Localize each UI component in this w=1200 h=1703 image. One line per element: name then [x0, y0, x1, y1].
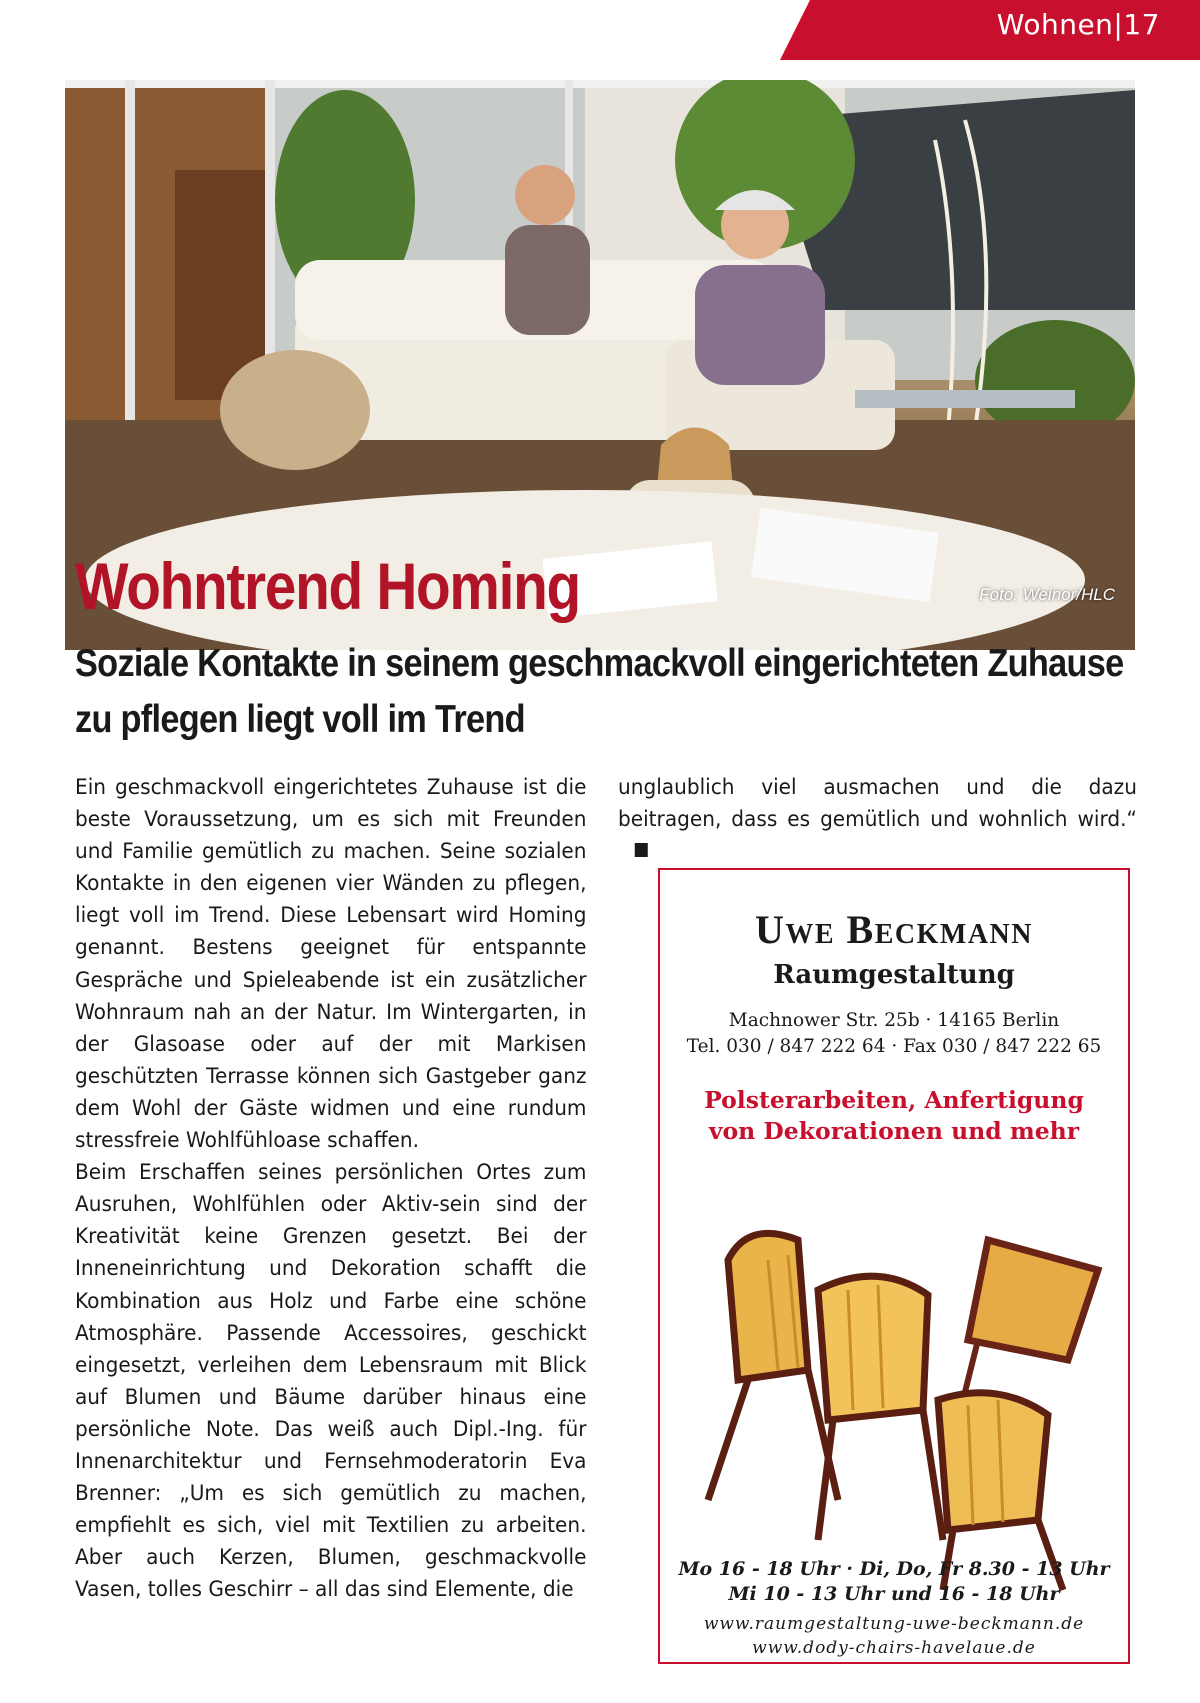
ad-address: Machnower Str. 25b · 14165 Berlin [728, 1010, 1060, 1031]
header-separator: | [1113, 8, 1124, 41]
end-of-article-square-icon [635, 843, 648, 857]
article-subtitle: Soziale Kontakte in seinem geschmackvoll eingerichteten Zuhause zu pflegen liegt voll im Trend [75, 642, 1124, 741]
article-title: Wohntrend Homing [75, 549, 580, 623]
ad-services: Polsterarbeiten, Anfertigung von Dekorationen und mehr [704, 1086, 1084, 1145]
ad-business-type: Raumgestaltung [773, 960, 1015, 990]
page-header [997, 8, 1160, 41]
ad-chairs-photo [668, 1200, 1120, 1600]
article-paragraph: Beim Erschaffen seines persönlichen Ortes zum Ausruhen, Wohlfühlen oder Aktiv-sein sind der Kreativität keine Grenzen gesetzt. Bei der Inneneinrichtung und Dekoration schafft die Kombination aus Holz und Farbe eine schöne Atmosphäre. Passende Accessoires, geschickt eingesetzt, verleihen dem Lebensraum mit Blick auf Blumen und Bäume darüber hinaus eine persönliche Note. Das weiß auch Dipl.-Ing. für Innenarchitektur und Fernsehmoderatorin Eva Brenner: „Um es sich gemütlich zu machen, empfiehlt es sich, viel mit Textilien zu arbeiten. Aber auch Kerzen, Blumen, geschmackvolle Vasen, tolles Geschirr – all das sind Elemente, die [75, 1160, 587, 1603]
ad-contact [660, 1008, 1128, 1060]
ad-website-link[interactable]: www.dody-chairs-havelaue.de [752, 1638, 1036, 1658]
page-number: 17 [1123, 8, 1160, 41]
ad-company-name: Uwe Beckmann [754, 907, 1033, 952]
advertisement-box [658, 868, 1130, 1664]
article-column-right [618, 772, 1138, 868]
photo-credit: Foto: Weinor/HLC [979, 585, 1115, 604]
article-paragraph: Ein geschmackvoll eingerichtetes Zuhause ist die beste Voraussetzung, um es sich mit Freunden und Familie gemütlich zu machen. Seine sozialen Kontakte in den eigenen vier Wänden zu pflegen, liegt voll im Trend. Diese Lebensart wird Homing genannt. Bestens geeignet für entspannte Gespräche und Spieleabende ist ein zusätzlicher Wohnraum nah an der Natur. Im Wintergarten, in der Glasoase oder auf der mit Markisen geschützten Terrasse können sich Gastgeber ganz dem Wohl der Gäste widmen und eine rundum stressfreie Wohlfühloase schaffen. [75, 775, 587, 1154]
article-column-left [75, 772, 587, 1606]
article-paragraph: unglaublich viel ausmachen und die dazu beitragen, dass es gemütlich und wohnlich wird.“ [618, 775, 1137, 833]
ad-opening-hours: Mo 16 - 18 Uhr · Di, Do, Fr 8.30 - 13 Uhr Mi 10 - 13 Uhr und 16 - 18 Uhr [678, 1558, 1110, 1605]
ad-websites [660, 1612, 1128, 1660]
section-name: Wohnen [996, 8, 1114, 41]
ad-website-link[interactable]: www.raumgestaltung-uwe-beckmann.de [703, 1614, 1085, 1634]
ad-phone: Tel. 030 / 847 222 64 · Fax 030 / 847 222 65 [686, 1036, 1102, 1057]
